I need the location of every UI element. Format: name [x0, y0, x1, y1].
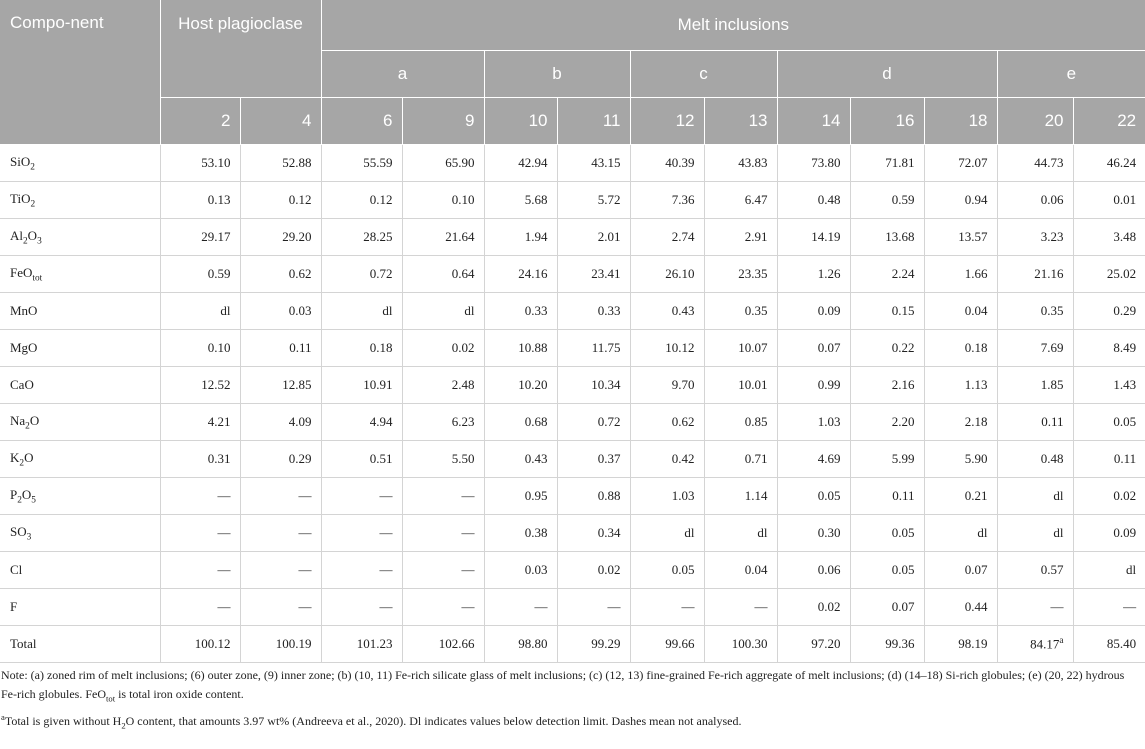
table-cell: —: [160, 589, 240, 626]
table-cell: 2.18: [924, 404, 997, 441]
table-cell: —: [402, 552, 484, 589]
table-cell: —: [1073, 589, 1145, 626]
table-cell: 84.17$^a$: [997, 626, 1073, 663]
table-cell: 0.43: [484, 441, 557, 478]
table-cell: 26.10: [630, 256, 704, 293]
table-cell: 0.57: [997, 552, 1073, 589]
table-cell: 0.03: [484, 552, 557, 589]
table-cell: dl: [402, 293, 484, 330]
table-cell: 73.80: [777, 145, 850, 182]
table-cell: 0.37: [557, 441, 630, 478]
table-cell: 98.80: [484, 626, 557, 663]
table-cell: 0.85: [704, 404, 777, 441]
table-cell: 1.66: [924, 256, 997, 293]
table-cell: 102.66: [402, 626, 484, 663]
table-cell: 1.03: [777, 404, 850, 441]
table-cell: 10.91: [321, 367, 402, 404]
header-col-10: 10: [484, 98, 557, 145]
table-cell: 100.30: [704, 626, 777, 663]
table-cell: 0.88: [557, 478, 630, 515]
table-cell: —: [630, 589, 704, 626]
table-cell: 0.59: [850, 182, 924, 219]
table-cell: —: [997, 589, 1073, 626]
table-cell: 13.57: [924, 219, 997, 256]
table-row: [0, 404, 1145, 441]
table-cell: 0.42: [630, 441, 704, 478]
table-cell: 0.12: [240, 182, 321, 219]
table-cell: 2.48: [402, 367, 484, 404]
table-cell: 52.88: [240, 145, 321, 182]
table-cell: 10.34: [557, 367, 630, 404]
note-2-subscript: 2: [121, 720, 126, 731]
table-cell: 0.07: [777, 330, 850, 367]
table-header: [0, 0, 1145, 145]
table-cell: dl: [704, 515, 777, 552]
table-cell: 10.20: [484, 367, 557, 404]
table-cell: 0.95: [484, 478, 557, 515]
table-cell: 21.16: [997, 256, 1073, 293]
table-cell: 0.33: [557, 293, 630, 330]
table-cell: 10.88: [484, 330, 557, 367]
table-cell: 0.11: [997, 404, 1073, 441]
table-cell: —: [240, 552, 321, 589]
table-cell: 12.85: [240, 367, 321, 404]
row-label: $Na_2O$: [0, 404, 160, 441]
table-cell: dl: [630, 515, 704, 552]
table-cell: —: [321, 478, 402, 515]
table-cell: 5.90: [924, 441, 997, 478]
table-cell: 0.06: [997, 182, 1073, 219]
table-cell: 21.64: [402, 219, 484, 256]
table-cell: —: [240, 478, 321, 515]
table-cell: 25.02: [1073, 256, 1145, 293]
table-cell: 0.99: [777, 367, 850, 404]
table-cell: 0.10: [160, 330, 240, 367]
table-cell: 2.16: [850, 367, 924, 404]
row-label: SiO$_2$: [0, 145, 160, 182]
table-cell: 23.35: [704, 256, 777, 293]
row-label: FeO$_{tot}$: [0, 256, 160, 293]
table-cell: —: [321, 515, 402, 552]
header-group-e: e: [997, 51, 1145, 98]
table-cell: —: [321, 589, 402, 626]
table-cell: 0.44: [924, 589, 997, 626]
note-2-text: Total is given without H: [4, 714, 122, 729]
header-col-6: 6: [321, 98, 402, 145]
table-cell: 2.91: [704, 219, 777, 256]
table-cell: 1.13: [924, 367, 997, 404]
table-cell: 0.94: [924, 182, 997, 219]
table-cell: 2.24: [850, 256, 924, 293]
table-cell: 0.59: [160, 256, 240, 293]
table-cell: 4.21: [160, 404, 240, 441]
table-cell: —: [160, 478, 240, 515]
row-label: TiO$_2$: [0, 182, 160, 219]
table-cell: 0.05: [630, 552, 704, 589]
table-cell: 6.23: [402, 404, 484, 441]
row-label: MgO: [0, 330, 160, 367]
header-col-11: 11: [557, 98, 630, 145]
table-row: [0, 367, 1145, 404]
header-melt-inclusions: Melt inclusions: [321, 0, 1145, 51]
table-cell: 2.01: [557, 219, 630, 256]
table-cell: 10.07: [704, 330, 777, 367]
table-cell: 44.73: [997, 145, 1073, 182]
table-cell: 0.21: [924, 478, 997, 515]
table-cell: 13.68: [850, 219, 924, 256]
table-cell: 0.48: [997, 441, 1073, 478]
header-col-22: 22: [1073, 98, 1145, 145]
table-cell: 0.01: [1073, 182, 1145, 219]
header-group-d: d: [777, 51, 997, 98]
table-cell: 0.29: [1073, 293, 1145, 330]
table-cell: 1.03: [630, 478, 704, 515]
table-cell: 0.31: [160, 441, 240, 478]
table-cell: 10.01: [704, 367, 777, 404]
table-cell: 5.50: [402, 441, 484, 478]
table-cell: —: [704, 589, 777, 626]
table-row: [0, 293, 1145, 330]
header-col-4: 4: [240, 98, 321, 145]
table-cell: 0.09: [1073, 515, 1145, 552]
table-cell: —: [402, 515, 484, 552]
table-cell: 0.72: [321, 256, 402, 293]
table-cell: 97.20: [777, 626, 850, 663]
table-cell: 0.22: [850, 330, 924, 367]
header-component: Compo-nent: [0, 0, 160, 145]
table-cell: 7.69: [997, 330, 1073, 367]
table-cell: dl: [160, 293, 240, 330]
table-row: [0, 219, 1145, 256]
table-cell: 2.74: [630, 219, 704, 256]
header-host-plagioclase: Host plagioclase: [160, 0, 321, 98]
note-1-text-end: is total iron oxide content.: [115, 687, 244, 701]
table-cell: 8.49: [1073, 330, 1145, 367]
table-cell: 53.10: [160, 145, 240, 182]
table-cell: 46.24: [1073, 145, 1145, 182]
table-cell: —: [484, 589, 557, 626]
table-row: [0, 182, 1145, 219]
table-cell: 6.47: [704, 182, 777, 219]
table-cell: 0.05: [777, 478, 850, 515]
header-group-c: c: [630, 51, 777, 98]
table-row: [0, 515, 1145, 552]
table-cell: 0.30: [777, 515, 850, 552]
table-cell: 0.34: [557, 515, 630, 552]
row-label: $K_2O$: [0, 441, 160, 478]
table-cell: 85.40: [1073, 626, 1145, 663]
table-cell: 0.02: [402, 330, 484, 367]
row-label: $SO_3$: [0, 515, 160, 552]
table-cell: 14.19: [777, 219, 850, 256]
table-cell: 11.75: [557, 330, 630, 367]
table-cell: 0.15: [850, 293, 924, 330]
table-cell: —: [402, 589, 484, 626]
table-cell: 71.81: [850, 145, 924, 182]
table-cell: 0.48: [777, 182, 850, 219]
table-cell: 0.11: [1073, 441, 1145, 478]
table-cell: 1.43: [1073, 367, 1145, 404]
table-cell: 0.43: [630, 293, 704, 330]
table-row: [0, 626, 1145, 663]
table-cell: 43.15: [557, 145, 630, 182]
row-label: $P_2O_5$: [0, 478, 160, 515]
table-cell: 0.02: [1073, 478, 1145, 515]
table-cell: 99.66: [630, 626, 704, 663]
table-cell: 100.19: [240, 626, 321, 663]
table-cell: 3.48: [1073, 219, 1145, 256]
note-1-subscript: tot: [105, 693, 116, 704]
table-cell: 40.39: [630, 145, 704, 182]
table-notes: [0, 663, 1145, 736]
table-cell: 0.29: [240, 441, 321, 478]
table-row: [0, 441, 1145, 478]
table-cell: 12.52: [160, 367, 240, 404]
header-col-9: 9: [402, 98, 484, 145]
table-cell: —: [160, 515, 240, 552]
note-line-2: [1, 708, 1141, 735]
table-cell: 0.02: [777, 589, 850, 626]
table-cell: 0.38: [484, 515, 557, 552]
table-cell: dl: [1073, 552, 1145, 589]
header-col-18: 18: [924, 98, 997, 145]
header-col-12: 12: [630, 98, 704, 145]
table-row: [0, 256, 1145, 293]
table-cell: 0.11: [850, 478, 924, 515]
table-cell: 28.25: [321, 219, 402, 256]
table-cell: 2.20: [850, 404, 924, 441]
table-cell: 55.59: [321, 145, 402, 182]
table-cell: —: [240, 589, 321, 626]
table-cell: 101.23: [321, 626, 402, 663]
table-cell: 0.68: [484, 404, 557, 441]
table-cell: 23.41: [557, 256, 630, 293]
table-cell: 98.19: [924, 626, 997, 663]
table-cell: —: [240, 515, 321, 552]
table-cell: 0.05: [850, 552, 924, 589]
table-cell: dl: [997, 478, 1073, 515]
table-cell: 0.03: [240, 293, 321, 330]
table-cell: 4.09: [240, 404, 321, 441]
note-line-1: [1, 666, 1141, 708]
table-cell: 7.36: [630, 182, 704, 219]
total-footnote-mark: a: [1059, 635, 1064, 646]
note-2-mark: a: [1, 712, 5, 723]
table-cell: 1.85: [997, 367, 1073, 404]
table-cell: 29.20: [240, 219, 321, 256]
table-cell: 5.99: [850, 441, 924, 478]
table-cell: 0.35: [704, 293, 777, 330]
table-cell: 0.13: [160, 182, 240, 219]
table-cell: 42.94: [484, 145, 557, 182]
table-cell: 0.18: [321, 330, 402, 367]
table-cell: 9.70: [630, 367, 704, 404]
table-cell: 0.11: [240, 330, 321, 367]
table-cell: 99.29: [557, 626, 630, 663]
table-cell: 1.26: [777, 256, 850, 293]
table-cell: 0.72: [557, 404, 630, 441]
table-cell: 5.72: [557, 182, 630, 219]
table-cell: 0.06: [777, 552, 850, 589]
table-cell: 72.07: [924, 145, 997, 182]
table-cell: 0.18: [924, 330, 997, 367]
row-label: Cl: [0, 552, 160, 589]
table-cell: 0.05: [850, 515, 924, 552]
header-col-2: 2: [160, 98, 240, 145]
note-1-text: Note: (a) zoned rim of melt inclusions; (6) outer zone, (9) inner zone; (b) (10, 11) Fe-rich silicate glass of melt inclusions; (c) (12, 13) fine-grained Fe-rich aggregate of melt inclusions; (d) (14–18) Si-rich globules; (e) (20, 22) hydrous Fe-rich globules. FeO: [1, 668, 1125, 701]
table-cell: 100.12: [160, 626, 240, 663]
table-cell: 0.33: [484, 293, 557, 330]
row-label: Total: [0, 626, 160, 663]
table-cell: dl: [321, 293, 402, 330]
table-row: [0, 330, 1145, 367]
table-cell: 99.36: [850, 626, 924, 663]
table-cell: 0.09: [777, 293, 850, 330]
table-cell: 0.62: [240, 256, 321, 293]
row-label: F: [0, 589, 160, 626]
table-row: [0, 145, 1145, 182]
header-group-b: b: [484, 51, 630, 98]
table-cell: 0.04: [924, 293, 997, 330]
table-cell: 0.64: [402, 256, 484, 293]
header-group-a: a: [321, 51, 484, 98]
table-cell: 1.94: [484, 219, 557, 256]
header-col-13: 13: [704, 98, 777, 145]
table-row: [0, 478, 1145, 515]
table-cell: 0.07: [850, 589, 924, 626]
table-cell: 0.62: [630, 404, 704, 441]
table-cell: 29.17: [160, 219, 240, 256]
table-cell: 0.02: [557, 552, 630, 589]
table-cell: 5.68: [484, 182, 557, 219]
table-cell: —: [402, 478, 484, 515]
table-cell: 0.05: [1073, 404, 1145, 441]
table-cell: 4.69: [777, 441, 850, 478]
table-cell: 0.10: [402, 182, 484, 219]
row-label: $Al_2O_3$: [0, 219, 160, 256]
header-col-20: 20: [997, 98, 1073, 145]
table-cell: dl: [924, 515, 997, 552]
table-cell: 3.23: [997, 219, 1073, 256]
table-cell: 24.16: [484, 256, 557, 293]
table-cell: 0.07: [924, 552, 997, 589]
table-cell: 0.71: [704, 441, 777, 478]
table-cell: 0.51: [321, 441, 402, 478]
table-row: [0, 589, 1145, 626]
table-cell: 0.04: [704, 552, 777, 589]
table-cell: 65.90: [402, 145, 484, 182]
table-cell: —: [557, 589, 630, 626]
header-col-16: 16: [850, 98, 924, 145]
table-body: [0, 145, 1145, 663]
row-label: MnO: [0, 293, 160, 330]
header-col-14: 14: [777, 98, 850, 145]
table-cell: —: [321, 552, 402, 589]
table-cell: 4.94: [321, 404, 402, 441]
table-cell: dl: [997, 515, 1073, 552]
row-label: CaO: [0, 367, 160, 404]
table-cell: 1.14: [704, 478, 777, 515]
note-2-text-end: O content, that amounts 3.97 wt% (Andreeva et al., 2020). Dl indicates values below detection limit. Dashes mean not analysed.: [125, 714, 742, 729]
table-cell: —: [160, 552, 240, 589]
table-cell: 43.83: [704, 145, 777, 182]
table-cell: 0.35: [997, 293, 1073, 330]
table-row: [0, 552, 1145, 589]
table-cell: 10.12: [630, 330, 704, 367]
table-cell: 0.12: [321, 182, 402, 219]
